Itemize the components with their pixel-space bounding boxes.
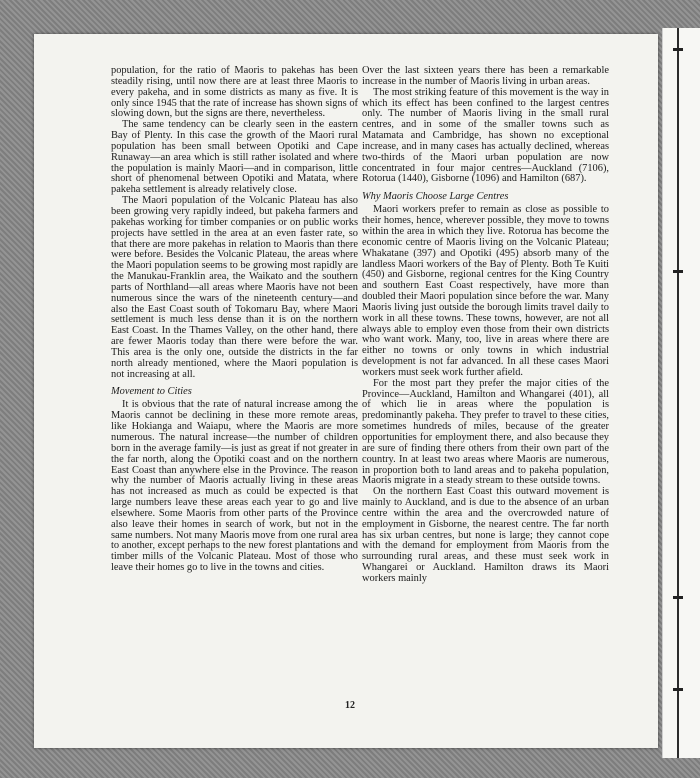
page-number: 12 xyxy=(345,700,355,711)
binding-line xyxy=(677,28,679,758)
paragraph: Maori workers prefer to remain as close as possible to their homes, hence, wherever possible, they move to towns within the area in which they live. Rotorua has become the economic centre of Maoris living on the Volcanic Plateau; Whakatane (397) and Opotiki (495) absorb many of the landless Maori workers of the Bay of Plenty. Both Te Kuiti (450) and Gisborne, regional centres for the King Country and southern East Coast respectively, have more than doubled their Maori population since before the war. Many Maoris living just outside the borough limits travel daily to work in all these towns. These towns, however, are not all always able to employ even those from their own districts who want work. Many, too, live in areas where there are either no towns or only towns in which industrial development is not far advanced. In all these cases Maori workers must seek work further afield. xyxy=(362,204,609,378)
paragraph: On the northern East Coast this outward movement is mainly to Auckland, and is due to the absence of an urban centre within the area and the overcrowded nature of employment in Gisborne, the nearest centre. The far north has six urban centres, but none is large; they cannot cope with the demand for employment from Maoris from the surrounding rural areas, and these must seek work in Whangarei or Auckland. Hamilton draws its Maori workers mainly xyxy=(362,486,609,584)
paragraph: Over the last sixteen years there has been a remarkable increase in the number of Maoris living in urban areas. xyxy=(362,65,609,87)
section-heading: Why Maoris Choose Large Centres xyxy=(362,191,509,203)
edge-mark xyxy=(673,596,683,599)
edge-mark xyxy=(673,270,683,273)
edge-mark xyxy=(673,48,683,51)
paragraph: For the most part they prefer the major cities of the Province—Auckland, Hamilton and Whangarei (401), all of which lie in areas where the population is predominantly pakeha. They prefer to travel to these cities, sometimes hundreds of miles, because of the greater opportunities for employment there, and also because they are sure of finding there others from their own part of the country. In at least two areas where Maoris are numerous, in proportion both to land areas and to pakeha population, Maoris migrate in a steady stream to these outside towns. xyxy=(362,377,609,487)
edge-mark xyxy=(673,688,683,691)
paragraph: The same tendency can be clearly seen in the eastern Bay of Plenty. In this case the growth of the Maori rural population has been small between Opotiki and Cape Runaway—an area which is still rather isolated and where the population is mainly Maori—and in comparison, little short of phenomenal between Opotiki and Matata, where pakeha settlement is already relatively close. xyxy=(111,119,358,196)
paragraph: population, for the ratio of Maoris to pakehas has been steadily rising, until now there are at least three Maoris to every pakeha, and in some districts as many as five. It is only since 1945 that the rate of increase has shown signs of slowing down, but the signs are there, nevertheless. xyxy=(111,65,358,120)
right-text-column xyxy=(362,66,609,585)
left-text-column xyxy=(111,66,358,574)
paragraph: The Maori population of the Volcanic Plateau has also been growing very rapidly indeed, but pakeha farmers and pakehas working for timber companies or on public works projects have settled in the area at an even faster rate, so that there are more pakehas in relation to Maoris than there were before. Besides the Volcanic Plateau, the areas where the Maori population seems to be growing most rapidly are the Manukau-Franklin area, the Waikato and the southern parts of Northland—all areas where Maoris have not been numerous since the wars of the nineteenth century—and also the East Coast south of Tokomaru Bay, where Maori settlement is much less dense than it is on the northern East Coast. In the Thames Valley, on the other hand, there are fewer Maoris today than there were before the war. This area is the only one, outside the districts in the far north already mentioned, where the Maori population is not increasing at all. xyxy=(111,195,358,380)
section-heading: Movement to Cities xyxy=(111,386,192,398)
paragraph: It is obvious that the rate of natural increase among the Maoris cannot be declining in these more remote areas, like Hokianga and Waiapu, where the Maoris are more numerous. The natural increase—the number of children born in the average family—is just as great if not greater in the far north, along the Opotiki coast and on the northern East Coast than anywhere else in the Province. The reason why the number of Maoris actually living in these areas has not increased as much as could be expected is that large numbers leave these areas each year to go and live elsewhere. Some Maoris from other parts of the Province also leave their homes in search of work, but not in the same numbers. Not many Maoris move from one rural area to another, except perhaps to the new forest plantations and timber mills of the Volcanic Plateau. Most of those who leave their homes go to live in the towns and cities. xyxy=(111,399,358,574)
paragraph: The most striking feature of this movement is the way in which its effect has been confined to the largest centres only. The number of Maoris living in the small rural centres, and in some of the smaller towns such as Matamata and Cambridge, has shown no exceptional increase, and in many cases has actually declined, whereas two-thirds of the Maori urban population are now concentrated in four major centres—Auckland (7106), Rotorua (1440), Gisborne (1096) and Hamilton (687). xyxy=(362,86,609,185)
adjacent-page-edge xyxy=(662,28,700,758)
